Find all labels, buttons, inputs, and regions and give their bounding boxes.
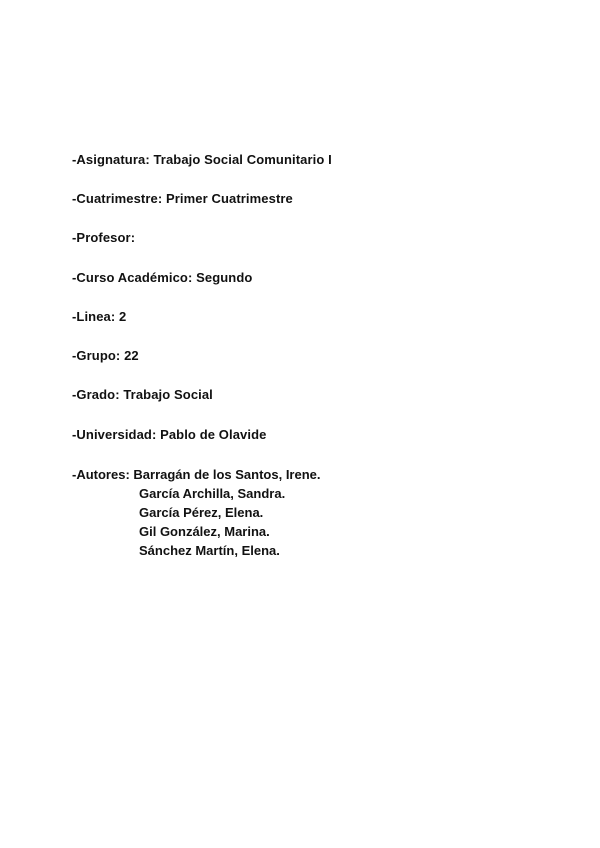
authors-first-line: -Autores: Barragán de los Santos, Irene. <box>72 467 321 482</box>
universidad-line: -Universidad: Pablo de Olavide <box>72 427 267 442</box>
asignatura-line: -Asignatura: Trabajo Social Comunitario I <box>72 152 332 167</box>
profesor-line: -Profesor: <box>72 230 136 245</box>
linea-line: -Linea: 2 <box>72 309 127 324</box>
curso-academico-line: -Curso Académico: Segundo <box>72 270 253 285</box>
grado-line: -Grado: Trabajo Social <box>72 387 213 402</box>
cuatrimestre-line: -Cuatrimestre: Primer Cuatrimestre <box>72 191 293 206</box>
author-name: Gil González, Marina. <box>139 524 270 539</box>
authors-block <box>72 465 321 560</box>
author-name: Sánchez Martín, Elena. <box>139 543 280 558</box>
author-name: García Pérez, Elena. <box>139 505 264 520</box>
author-name: García Archilla, Sandra. <box>139 486 286 501</box>
grupo-line: -Grupo: 22 <box>72 348 139 363</box>
